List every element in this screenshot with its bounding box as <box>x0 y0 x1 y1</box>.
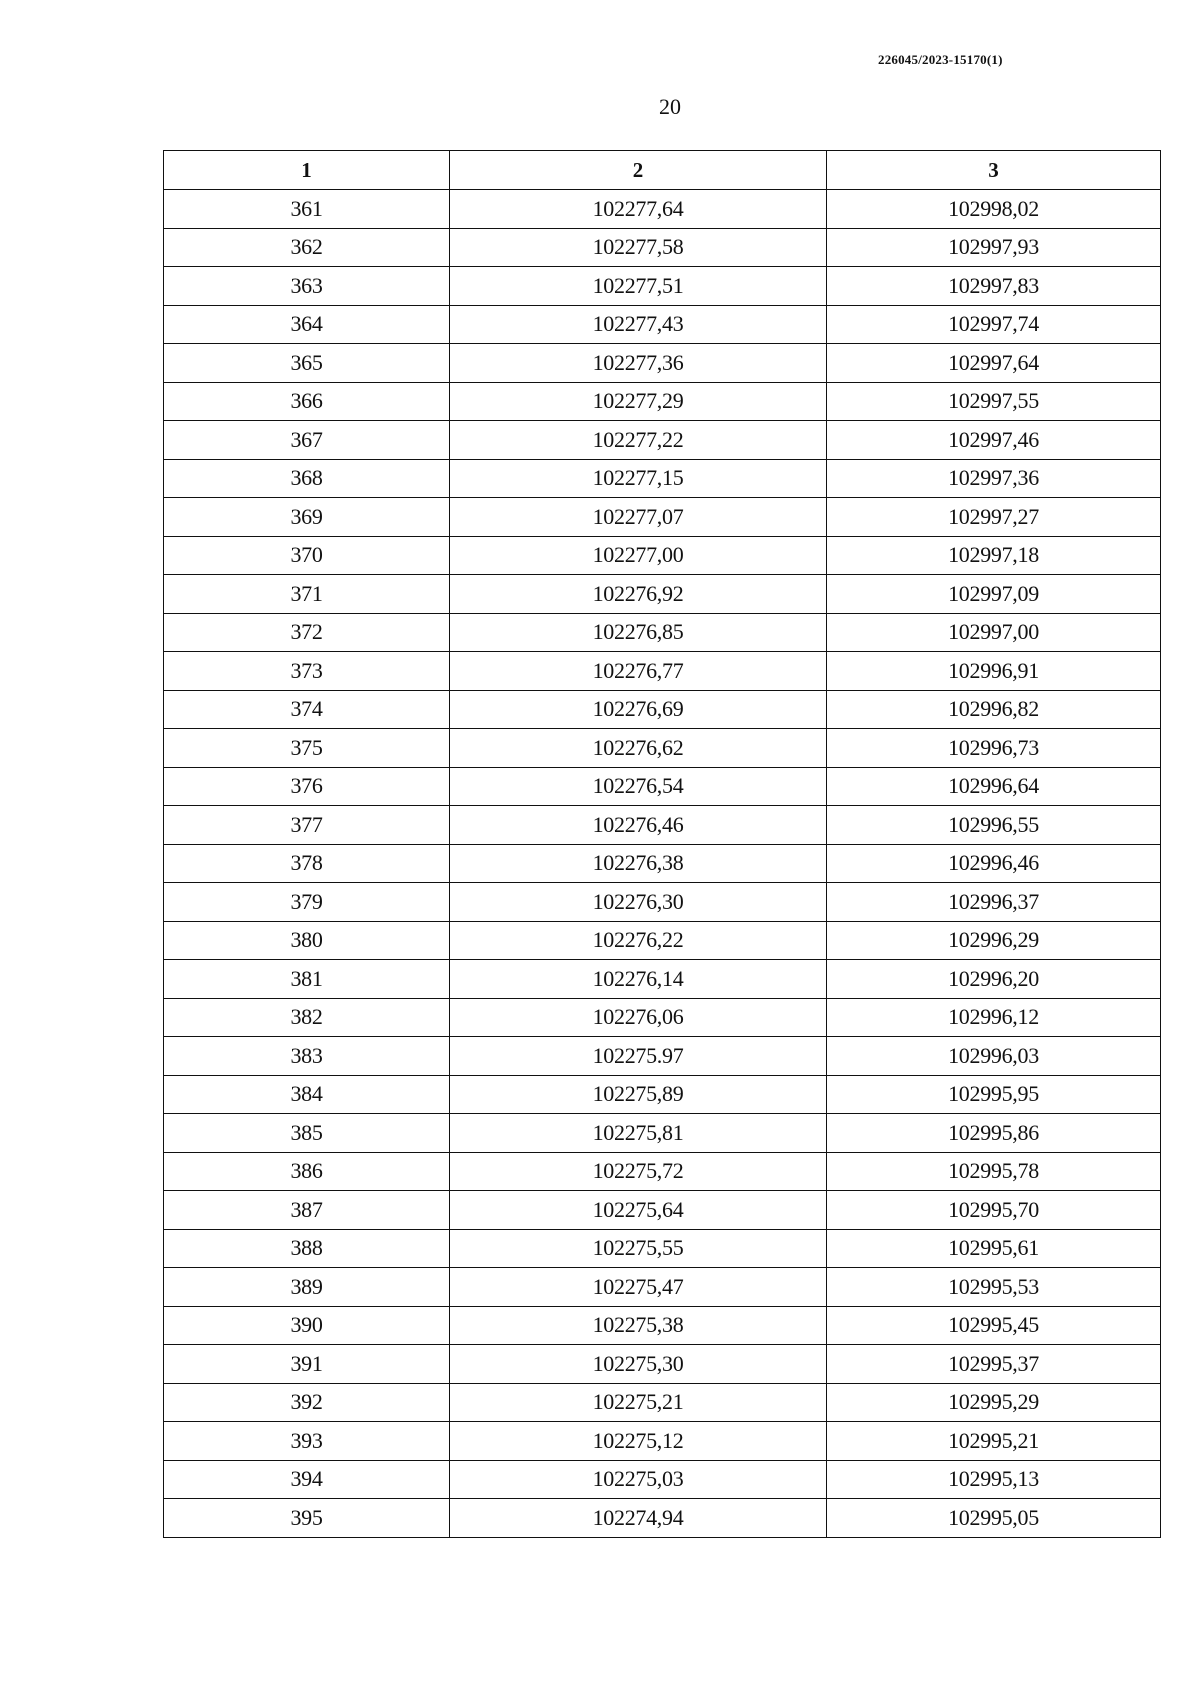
point-number-cell: 376 <box>164 767 450 806</box>
coordinate-y-cell: 102995,70 <box>827 1191 1161 1230</box>
coordinate-x-cell: 102276,46 <box>450 806 827 845</box>
coordinate-y-cell: 102997,46 <box>827 421 1161 460</box>
coordinate-x-cell: 102275,64 <box>450 1191 827 1230</box>
coordinate-x-cell: 102277,58 <box>450 228 827 267</box>
coordinate-y-cell: 102996,20 <box>827 960 1161 999</box>
coordinate-x-cell: 102276,14 <box>450 960 827 999</box>
coordinate-x-cell: 102276,85 <box>450 613 827 652</box>
point-number-cell: 385 <box>164 1114 450 1153</box>
coordinate-y-cell: 102997,93 <box>827 228 1161 267</box>
coordinate-x-cell: 102277,29 <box>450 382 827 421</box>
coordinate-x-cell: 102277,51 <box>450 267 827 306</box>
point-number-cell: 367 <box>164 421 450 460</box>
coordinate-x-cell: 102276,54 <box>450 767 827 806</box>
coordinate-x-cell: 102277,64 <box>450 190 827 229</box>
coordinate-y-cell: 102997,74 <box>827 305 1161 344</box>
table-row <box>164 1499 1161 1538</box>
point-number-cell: 380 <box>164 921 450 960</box>
coordinate-x-cell: 102276,62 <box>450 729 827 768</box>
table-body <box>164 190 1161 1538</box>
coordinate-x-cell: 102275,21 <box>450 1383 827 1422</box>
table-row <box>164 1268 1161 1307</box>
point-number-cell: 374 <box>164 690 450 729</box>
coordinate-y-cell: 102997,27 <box>827 498 1161 537</box>
point-number-cell: 384 <box>164 1075 450 1114</box>
table-row <box>164 1460 1161 1499</box>
coordinate-y-cell: 102997,18 <box>827 536 1161 575</box>
table-row <box>164 498 1161 537</box>
coordinate-x-cell: 102276,22 <box>450 921 827 960</box>
table-row <box>164 921 1161 960</box>
point-number-cell: 394 <box>164 1460 450 1499</box>
point-number-cell: 370 <box>164 536 450 575</box>
coordinate-y-cell: 102996,46 <box>827 844 1161 883</box>
point-number-cell: 364 <box>164 305 450 344</box>
coordinate-x-cell: 102274,94 <box>450 1499 827 1538</box>
point-number-cell: 395 <box>164 1499 450 1538</box>
coordinate-y-cell: 102997,09 <box>827 575 1161 614</box>
point-number-cell: 372 <box>164 613 450 652</box>
point-number-cell: 362 <box>164 228 450 267</box>
point-number-cell: 369 <box>164 498 450 537</box>
coordinates-table <box>163 150 1161 1538</box>
coordinate-y-cell: 102995,45 <box>827 1306 1161 1345</box>
coordinate-x-cell: 102277,00 <box>450 536 827 575</box>
point-number-cell: 388 <box>164 1229 450 1268</box>
point-number-cell: 389 <box>164 1268 450 1307</box>
coordinate-y-cell: 102995,95 <box>827 1075 1161 1114</box>
table-row <box>164 421 1161 460</box>
coordinate-y-cell: 102995,53 <box>827 1268 1161 1307</box>
coordinate-x-cell: 102276,92 <box>450 575 827 614</box>
table-row <box>164 190 1161 229</box>
point-number-cell: 366 <box>164 382 450 421</box>
coordinate-y-cell: 102996,64 <box>827 767 1161 806</box>
table-row <box>164 1422 1161 1461</box>
coordinate-y-cell: 102995,37 <box>827 1345 1161 1384</box>
coordinate-y-cell: 102995,13 <box>827 1460 1161 1499</box>
coordinate-y-cell: 102997,64 <box>827 344 1161 383</box>
table-row <box>164 305 1161 344</box>
coordinate-x-cell: 102275,47 <box>450 1268 827 1307</box>
coordinate-y-cell: 102996,37 <box>827 883 1161 922</box>
table-row <box>164 267 1161 306</box>
coordinate-x-cell: 102276,69 <box>450 690 827 729</box>
table-row <box>164 459 1161 498</box>
coordinate-x-cell: 102275,72 <box>450 1152 827 1191</box>
point-number-cell: 393 <box>164 1422 450 1461</box>
table-row <box>164 1037 1161 1076</box>
table-row <box>164 575 1161 614</box>
table-row <box>164 344 1161 383</box>
coordinate-x-cell: 102276,30 <box>450 883 827 922</box>
coordinate-x-cell: 102277,07 <box>450 498 827 537</box>
point-number-cell: 391 <box>164 1345 450 1384</box>
table-row <box>164 690 1161 729</box>
table-row <box>164 767 1161 806</box>
coordinate-y-cell: 102995,86 <box>827 1114 1161 1153</box>
point-number-cell: 381 <box>164 960 450 999</box>
coordinate-y-cell: 102997,00 <box>827 613 1161 652</box>
table-header <box>164 151 1161 190</box>
coordinate-y-cell: 102995,61 <box>827 1229 1161 1268</box>
point-number-cell: 387 <box>164 1191 450 1230</box>
coordinate-y-cell: 102997,36 <box>827 459 1161 498</box>
table-row <box>164 1114 1161 1153</box>
point-number-cell: 379 <box>164 883 450 922</box>
coordinate-x-cell: 102277,15 <box>450 459 827 498</box>
point-number-cell: 375 <box>164 729 450 768</box>
point-number-cell: 378 <box>164 844 450 883</box>
coordinate-x-cell: 102277,36 <box>450 344 827 383</box>
coordinate-x-cell: 102277,22 <box>450 421 827 460</box>
table-row <box>164 998 1161 1037</box>
point-number-cell: 382 <box>164 998 450 1037</box>
table-row <box>164 1191 1161 1230</box>
point-number-cell: 361 <box>164 190 450 229</box>
header-cell-col3: 3 <box>827 151 1161 190</box>
point-number-cell: 377 <box>164 806 450 845</box>
coordinate-x-cell: 102275,30 <box>450 1345 827 1384</box>
document-reference: 226045/2023-15170(1) <box>878 52 1003 67</box>
table-row <box>164 883 1161 922</box>
coordinate-x-cell: 102276,38 <box>450 844 827 883</box>
header-cell-col1: 1 <box>164 151 450 190</box>
coordinate-x-cell: 102275,81 <box>450 1114 827 1153</box>
table-row <box>164 1152 1161 1191</box>
point-number-cell: 365 <box>164 344 450 383</box>
table-row <box>164 536 1161 575</box>
point-number-cell: 371 <box>164 575 450 614</box>
coordinate-y-cell: 102996,73 <box>827 729 1161 768</box>
header-row <box>164 151 1161 190</box>
coordinate-y-cell: 102997,83 <box>827 267 1161 306</box>
point-number-cell: 386 <box>164 1152 450 1191</box>
coordinate-y-cell: 102996,12 <box>827 998 1161 1037</box>
table-row <box>164 1345 1161 1384</box>
table-row <box>164 1306 1161 1345</box>
table-row <box>164 1383 1161 1422</box>
coordinate-y-cell: 102995,05 <box>827 1499 1161 1538</box>
table-row <box>164 613 1161 652</box>
page-number: 20 <box>659 94 681 119</box>
table-row <box>164 1229 1161 1268</box>
coordinate-y-cell: 102995,29 <box>827 1383 1161 1422</box>
coordinate-x-cell: 102275.97 <box>450 1037 827 1076</box>
coordinate-y-cell: 102996,55 <box>827 806 1161 845</box>
header-cell-col2: 2 <box>450 151 827 190</box>
table-row <box>164 806 1161 845</box>
coordinate-x-cell: 102275,38 <box>450 1306 827 1345</box>
coordinate-x-cell: 102275,89 <box>450 1075 827 1114</box>
coordinate-y-cell: 102995,78 <box>827 1152 1161 1191</box>
table-row <box>164 960 1161 999</box>
table-row <box>164 1075 1161 1114</box>
point-number-cell: 373 <box>164 652 450 691</box>
coordinate-y-cell: 102995,21 <box>827 1422 1161 1461</box>
table-row <box>164 652 1161 691</box>
coordinate-y-cell: 102996,82 <box>827 690 1161 729</box>
coordinate-x-cell: 102275,12 <box>450 1422 827 1461</box>
table-row <box>164 729 1161 768</box>
coordinate-x-cell: 102277,43 <box>450 305 827 344</box>
coordinate-x-cell: 102276,06 <box>450 998 827 1037</box>
point-number-cell: 363 <box>164 267 450 306</box>
table-row <box>164 382 1161 421</box>
coordinate-x-cell: 102276,77 <box>450 652 827 691</box>
coordinate-y-cell: 102996,29 <box>827 921 1161 960</box>
coordinate-y-cell: 102996,03 <box>827 1037 1161 1076</box>
coordinate-x-cell: 102275,03 <box>450 1460 827 1499</box>
table-row <box>164 844 1161 883</box>
point-number-cell: 383 <box>164 1037 450 1076</box>
point-number-cell: 392 <box>164 1383 450 1422</box>
coordinate-x-cell: 102275,55 <box>450 1229 827 1268</box>
coordinate-y-cell: 102997,55 <box>827 382 1161 421</box>
coordinate-y-cell: 102998,02 <box>827 190 1161 229</box>
coordinate-y-cell: 102996,91 <box>827 652 1161 691</box>
table-row <box>164 228 1161 267</box>
point-number-cell: 368 <box>164 459 450 498</box>
point-number-cell: 390 <box>164 1306 450 1345</box>
